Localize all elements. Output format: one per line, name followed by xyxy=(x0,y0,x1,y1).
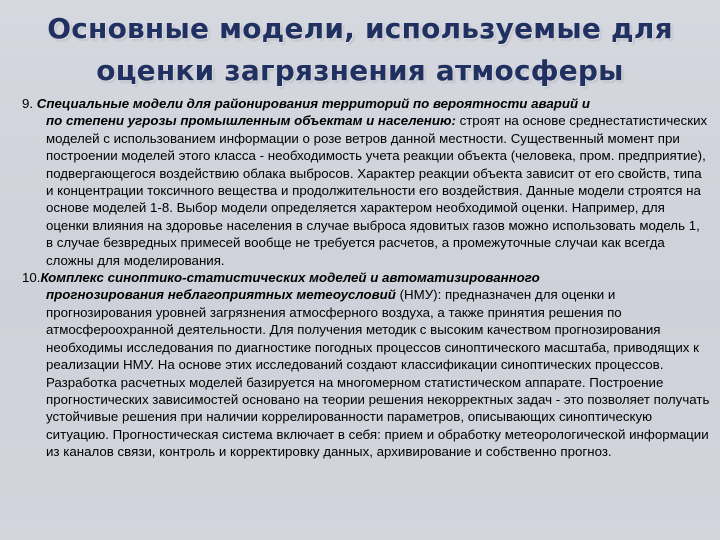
list-item-heading: Комплекс синоптико-статистических моделей и автоматизированного xyxy=(40,270,540,286)
list-item-10-first-line xyxy=(22,269,710,286)
list-item-10-continuation xyxy=(22,286,710,460)
list-item-number: 9. xyxy=(22,96,37,111)
list-item-text: строят на основе среднестатистических моделей с использованием информации о розе ветров данной местности. Существенный момент при построении моделей этого класса - необходимость учета реакции объекта (человека, пром. предприятие), подвергающегося воздействию облака выбросов. Характер реакции объекта зависит от его свойств, типа и концентрации токсичного вещества и продолжительности его воздействия. Данные модели строятся на основе моделей 1-8. Выбор модели определяется характером необходимой оценки. Например, для оценки влияния на здоровье населения в случае выброса ядовитых газов можно использовать модель 1, в случае безвредных примесей вообще не требуется расчетов, а промежуточные случаи как всегда сложны для моделирования. xyxy=(46,113,708,268)
list-item-heading-continued: прогнозирования неблагоприятных метеоусловий xyxy=(46,287,396,303)
list-item-10 xyxy=(22,269,710,460)
slide-body xyxy=(22,95,710,461)
slide-title-line-1: Основные модели, используемые для xyxy=(47,12,673,45)
list-item-9-first-line xyxy=(22,95,710,112)
list-item-heading-continued: по степени угрозы промышленным объектам и населению: xyxy=(46,113,456,129)
slide-title-line-2: оценки загрязнения атмосферы xyxy=(96,54,624,87)
list-item-text: (НМУ): предназначен для оценки и прогнозирования уровней загрязнения атмосферного воздуха, а также принятия решения по атмосфероохранной деятельности. Для получения методик с высоким качеством прогнозирования необходимы исследования по диагностике погодных процессов синоптического масштаба, приводящих к реализации НМУ. На основе этих исследований создают классификации синоптических процессов. Разработка расчетных моделей базируется на многомерном статистическом аппарате. Построение прогностических зависимостей основано на теории решения некорректных задач - это позволяет получать устойчивые решения при наличии коррелированности параметров, описывающих синоптическую ситуацию. Прогностическая система включает в себя: прием и обработку метеорологической информации из каналов связи, контроль и корректировку данных, архивирование и собственно прогноз. xyxy=(46,287,710,460)
list-item-number: 10. xyxy=(22,270,41,286)
list-item-9-continuation xyxy=(22,112,710,269)
list-item-9 xyxy=(22,95,710,269)
list-item-heading: Специальные модели для районирования территорий по вероятности аварий и xyxy=(36,96,590,111)
slide-title xyxy=(20,8,700,92)
